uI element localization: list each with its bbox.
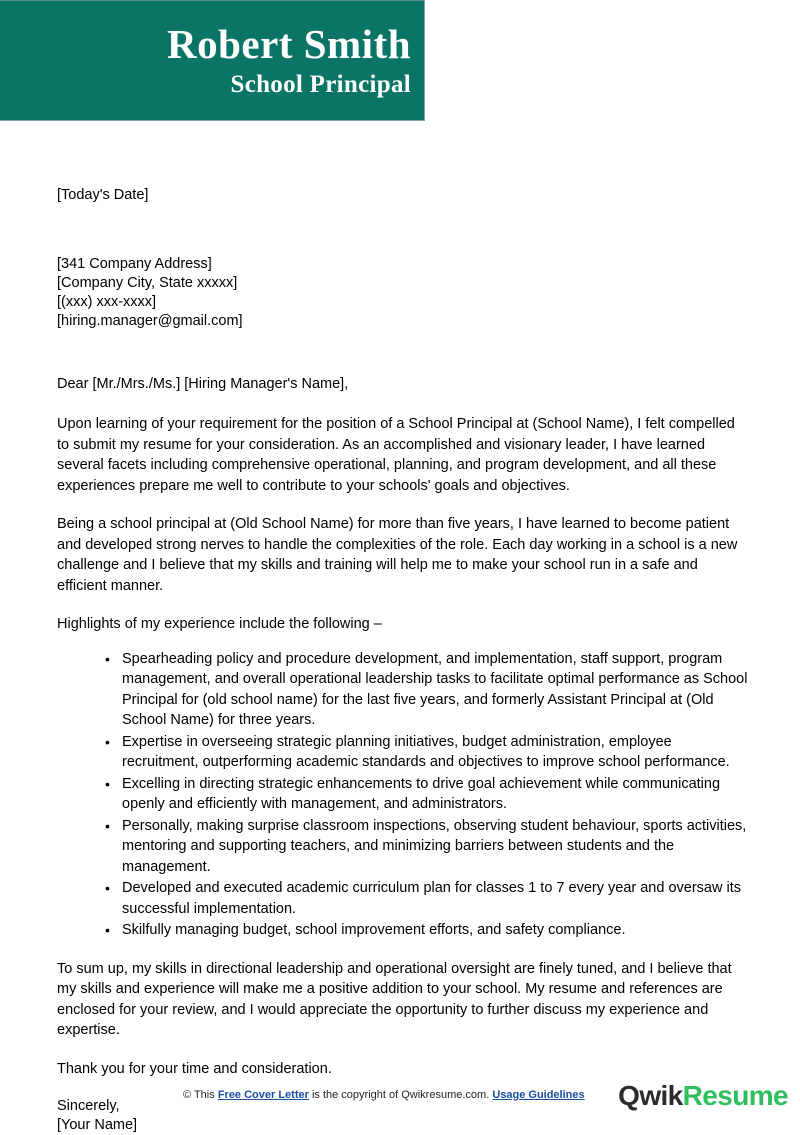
highlights-intro: Highlights of my experience include the following –: [57, 616, 382, 632]
date-line: [Today's Date]: [57, 187, 149, 203]
body-paragraph-2: Being a school principal at (Old School Name) for more than five years, I have learned to become patient and developed strong nerves to handle the complexities of the role. Each day working in a school is a new challenge and I believe that my skills and training will help me to make your school run in a safe and efficient manner.: [57, 516, 738, 594]
signature-name: [Your Name]: [57, 1117, 138, 1133]
recipient-address-block: [57, 255, 749, 331]
list-item: • Expertise in overseeing strategic planning initiatives, budget administration, employee recruitment, outperforming academic standards and objectives to improve school performance.: [105, 732, 749, 773]
footer-copyright-middle: is the copyright of Qwikresume.com.: [308, 1089, 493, 1101]
candidate-role: School Principal: [230, 70, 411, 98]
salutation: Dear [Mr./Mrs./Ms.] [Hiring Manager's Name],: [57, 376, 349, 392]
recipient-city-line: [Company City, State xxxxx]: [57, 275, 238, 291]
footer-copyright: [183, 1088, 585, 1102]
logo-text-resume: Resume: [682, 1080, 788, 1111]
footer-copyright-prefix: © This: [183, 1089, 218, 1101]
list-item: • Excelling in directing strategic enhancements to drive goal achievement while communicating openly and efficiently with management, and administrators.: [105, 774, 749, 815]
qwikresume-logo: [618, 1080, 788, 1112]
closing-paragraph: To sum up, my skills in directional leadership and operational oversight are finely tuned, and I believe that my skills and experience will make me a positive addition to your school. My resume and references are enclosed for your review, and I would appreciate the opportunity to further discuss my experience and expertise.: [57, 960, 732, 1038]
list-item: • Developed and executed academic curriculum plan for classes 1 to 7 every year and oversaw its successful implementation.: [105, 878, 749, 919]
list-item: • Personally, making surprise classroom inspections, observing student behaviour, sports activities, mentoring and supporting teachers, and minimizing barriers between students and the management.: [105, 816, 749, 878]
thank-you-line: Thank you for your time and consideration.: [57, 1060, 332, 1077]
signoff-salutation: Sincerely,: [57, 1098, 120, 1114]
header-banner: [0, 0, 425, 121]
candidate-name: Robert Smith: [166, 20, 411, 67]
list-item: • Spearheading policy and procedure development, and implementation, staff support, program management, and overall operational leadership tasks to facilitate optimal performance as School Principal for (old school name) for the last five years, and formerly Assistant Principal at (Old School Name) for three years.: [105, 649, 749, 731]
recipient-phone-line: [(xxx) xxx-xxxx]: [57, 294, 157, 310]
logo-text-qwik: Qwik: [618, 1080, 683, 1111]
free-cover-letter-link[interactable]: Free Cover Letter: [217, 1089, 309, 1101]
page-footer: [0, 1078, 800, 1130]
usage-guidelines-link[interactable]: Usage Guidelines: [492, 1089, 585, 1101]
recipient-email-line: [hiring.manager@gmail.com]: [57, 313, 243, 329]
body-paragraph-1: Upon learning of your requirement for the position of a School Principal at (School Name), I felt compelled to submit my resume for your consideration. As an accomplished and visionary leader, I have learned several facets including comprehensive operational, planning, and program development, and all these experiences prepare me well to contribute to your schools' goals and objectives.: [57, 416, 735, 494]
recipient-address-line: [341 Company Address]: [57, 256, 212, 272]
highlights-list: [57, 649, 749, 941]
cover-letter-body: [57, 186, 749, 1135]
list-item: • Skilfully managing budget, school improvement efforts, and safety compliance.: [105, 920, 749, 941]
